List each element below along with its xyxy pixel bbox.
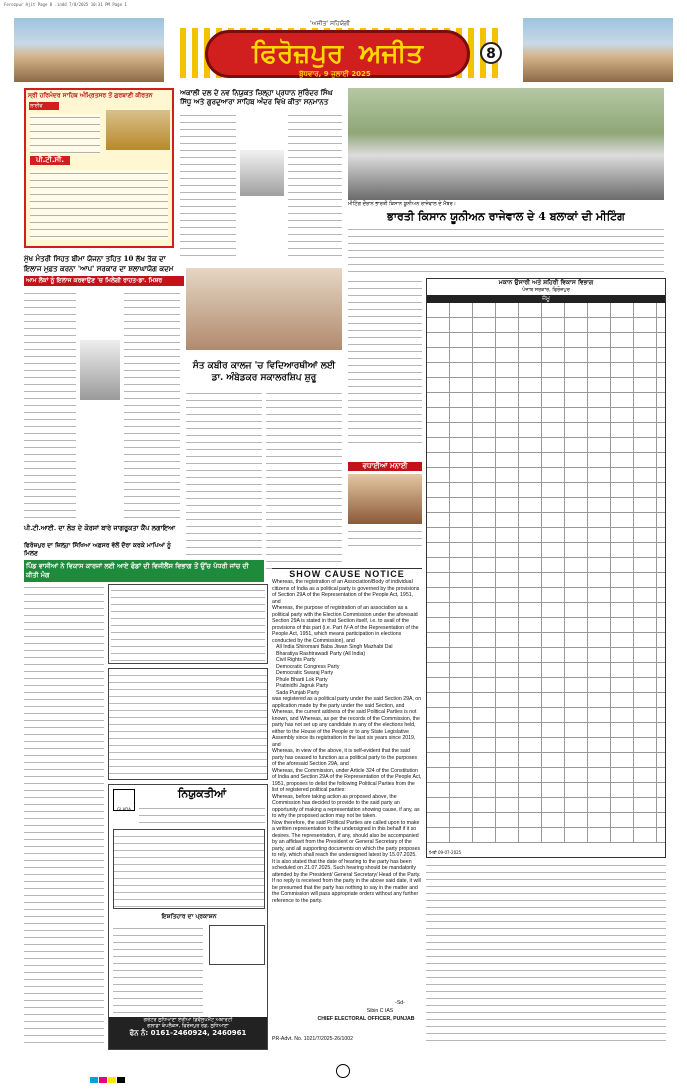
masthead-super: 'ਅਜੀਤ' ਸਹਿਯੋਗੀ [310,20,350,27]
party-item: All India Shiromani Baba Jiwan Singh Mazhabi Dal [276,644,393,650]
promo-ptc: ਪੀ.ਟੀ.ਸੀ. [30,156,70,165]
print-info: Ferozpur Ajit Page 8 .indd 7/8/2025 10:31 PM Page 1 [4,2,127,7]
pti-headline: ਪੀ.ਟੀ.ਆਈ. ਦਾ ਲੋੜ ਦੇ ਕੋਰਸਾਂ ਬਾਰੇ ਜਾਗਰੂਕਤਾ ਕੈਂਪ ਲਗਾਇਆ [24,524,176,532]
niyuktiyan-text [139,805,265,825]
party-item: Bharatiya Rashtrawadi Party (All India) [276,650,366,657]
govt-table-grid [427,303,665,843]
show-cause-para-5: Whereas, the Commission, under Article 324 of the Constitution of India and Section 29A of the Representation of the People Act, 1951, proposes to delist the following Political Parties from the list of registered political parties: [272,767,422,793]
show-cause-signoff: -Sd- [395,1000,405,1006]
party-item: Phule Bharti Lok Party [276,676,328,683]
niyuktiyan-footer [109,1017,267,1049]
scheme-portrait [80,340,120,400]
niyuktiyan-list [113,925,203,1013]
pti-headline-2: ਫਿਰੋਜ਼ਪੁਰ ਦਾ ਜ਼ਿਲ੍ਹਾ ਸਿੱਖਿਆ ਅਫ਼ਸਰ ਵੱਲੋਂ ਦੌਰਾ ਕਰਕੇ ਮਾਪਿਆਂ ਨੂੰ ਮਿਲਣ [24,542,171,557]
party-item: Democratic Swaraj Party [276,670,334,676]
page-number: 8 [480,42,502,64]
kisan-body-2 [348,278,422,448]
show-cause-para-2: Whereas, the purpose of registration of an association as a political party with the Election Commission under the aforesaid Section 29A is stated in that Section itself, i.e. to avail of the provisions of this part (i.e. Part IV-A of the Representation of the People Act, 1951, which means participation in elections conducted by the Commission), and [272,605,419,644]
niyuktiyan-stamp [209,925,265,965]
ad-vigyapan-text [111,587,265,661]
promo-text [30,114,100,154]
registration-mark [336,1064,350,1078]
college-body [186,390,262,570]
scheme-body [24,290,76,520]
issue-date: ਬੁੱਧਵਾਰ, 9 ਜੁਲਾਈ 2025 [299,70,371,78]
pr-advt-number: PR-Advt. No. 1021/7/2025-26/1002 [272,1036,354,1042]
office-photo [186,268,342,350]
niyuktiyan-title: ਨਿਯੁਕਤੀਆਂ [177,787,227,800]
show-cause-para-3: was registered as a political party under the said Section 29A, on application made by the party under the said Section, and Whereas, the current address of the said Political Parties is not known, and Whereas, as per the records of the Commission, the party has not set up any candidate in any of the elections held, either to the House of the People or to any State Legislative Assembly since its registration in the last six years since 2019, and [272,696,422,748]
glada-logo: GLADA [113,789,135,811]
kisan-caption: ਮੀਟਿੰਗ ਦੌਰਾਨ ਭਾਰਤੀ ਕਿਸਾਨ ਯੂਨੀਅਨ ਰਾਜੇਵਾਲ ਦੇ ਮੈਂਬਰ। [348,201,457,207]
kisan-headline: ਭਾਰਤੀ ਕਿਸਾਨ ਯੂਨੀਅਨ ਰਾਜੇਵਾਲ ਦੇ 4 ਬਲਾਕਾਂ ਦੀ ਮੀਟਿੰਗ [387,210,625,223]
promo-sub: ਲਾਈਵ [29,102,59,110]
niyuktiyan-grid [113,829,265,909]
birthday-text [348,528,422,552]
kisan-body [348,226,664,274]
govt-table-subtitle: ਪੰਜਾਬ ਸਰਕਾਰ, ਫਿਰੋਜ਼ਪੁਰ [522,287,570,293]
party-list [272,644,422,696]
party-item: Democratic Congress Party [276,663,340,670]
ad-table-small [108,668,268,780]
show-cause-para-6: Whereas, before taking action as proposed above, the Commission has decided to provide to the said party an opportunity of making a representation showing cause, if any, as to why the proposed action may not be taken. [272,793,420,819]
govt-table-footer: ਮਿਤੀ 09-07-2025 [429,850,462,855]
footer-addr: ਗਲਾਡਾ ਕੰਪਲੈਕਸ, ਫਿਰੋਜ਼ਪੁਰ ਰੋਡ, ਲੁਧਿਆਣਾ [147,1023,229,1029]
birthday-photo [348,474,422,524]
show-cause-para-1: Whereas, the registration of an Association/Body of individual citizens of India as a political party is governed by the provisions of Section 29A of the Representation of the People Act, 1951, and [272,579,420,605]
party-item: Civil Rights Party [276,657,316,663]
promo-title: ਸ੍ਰੀ ਹਰਿਮੰਦਰ ਸਾਹਿਬ ਅੰਮ੍ਰਿਤਸਰ ਤੋਂ ਗੁਰਬਾਣੀ ਕੀਰਤਨ [28,92,153,99]
promo-box [24,88,174,248]
akali-body [180,112,236,262]
green-body [24,584,104,1044]
kisan-photo [348,88,664,200]
party-item: Pratinidhi Jagruk Party [276,683,329,689]
govt-table-title: ਮਕਾਨ ਉਸਾਰੀ ਅਤੇ ਸ਼ਹਿਰੀ ਵਿਕਾਸ ਵਿਭਾਗ [498,279,594,286]
right-lower-body [426,862,666,1042]
show-cause-notice [272,568,422,1048]
masthead-left-photo [14,18,164,82]
birthday-title: ਵਧਾਈਆਂ ਮਨਾਈ [348,462,422,471]
masthead-title-right: ਅਜੀਤ [359,38,424,69]
scheme-subhead: ਆਮ ਲੋਕਾਂ ਨੂੰ ਇਲਾਜ ਕਰਵਾਉਣ 'ਚ ਮਿਲੇਗੀ ਰਾਹਤ-ਡਾ. ਮਿਸ਼ਰ [24,276,184,286]
party-item: Sada Punjab Party [276,689,320,696]
govt-table-header: ਜੰਮੂ [427,295,665,303]
show-cause-para-4: Whereas, in view of the above, it is self-evident that the said party has ceased to function as a political party to the purposes of the aforesaid Section 29A, and [272,748,418,767]
golden-temple-photo [106,110,170,150]
masthead-right-photo [523,18,673,82]
scheme-body-2 [124,290,180,520]
scheme-headline: ਮੁੱਖ ਮੰਤਰੀ ਸਿਹਤ ਬੀਮਾ ਯੋਜਨਾ ਤਹਿਤ 10 ਲੱਖ ਤੱਕ ਦਾ ਇਲਾਜ ਮੁਫ਼ਤ ਕਰਨਾ 'ਆਪ' ਸਰਕਾਰ ਦਾ ਸ਼ਲਾਘਾਯੋਗ ਕਦਮ [24,254,174,273]
color-bar [90,1068,210,1076]
footer-phone: ਫੋਨ ਨੰ: 0161-2460924, 2460961 [129,1029,247,1037]
ad-table-grid [109,669,267,779]
akali-headline: ਅਕਾਲੀ ਦਲ ਦੇ ਨਵ ਨਿਯੁਕਤ ਜ਼ਿਲ੍ਹਾ ਪ੍ਰਧਾਨ ਸੁਰਿੰਦਰ ਸਿੰਘ ਸਿੱਧੂ ਅਤੇ ਗੁਰਦੁਆਰਾ ਸਾਹਿਬ ਅੰਦਰ ਵਿਖੇ ਕੀਤਾ ਸਨਮਾਨਤ [180,88,333,106]
akali-body-2 [288,112,342,262]
govt-table [426,278,666,858]
green-headline: ਪਿੰਡ ਵਾਸੀਆਂ ਨੇ ਵਿਕਾਸ ਕਾਰਜਾਂ ਲਈ ਆਏ ਫੰਡਾਂ ਦੀ ਵਿਜੀਲੈਂਸ ਵਿਭਾਗ ਤੋਂ ਉੱਚ ਪੱਧਰੀ ਜਾਂਚ ਦੀ ਕੀਤੀ ਮੰਗ [24,560,264,582]
footer-org: ਗਰੇਟਰ ਲੁਧਿਆਣਾ ਏਰੀਆ ਡਿਵੈਲਪਮੈਂਟ ਅਥਾਰਟੀ [143,1017,233,1023]
show-cause-title: SHOW CAUSE NOTICE [289,569,405,579]
college-body-2 [266,390,342,570]
show-cause-para-8: It is also stated that the date of hearing to the party has been scheduled on 21.07.2025. Such hearing should be mandatorily attended by the President/ General Secretary/ Head of the Party. If no reply is received from the party in the above said date, it will be presumed that the party has nothing to say in the matter and the Commission will pass appropriate orders without any further reference to the party. [272,858,421,904]
show-cause-signer-title: CHIEF ELECTORAL OFFICER, PUNJAB [317,1016,415,1022]
college-headline: ਸੰਤ ਕਬੀਰ ਕਾਲਜ 'ਚ ਵਿਦਿਆਰਥੀਆਂ ਲਈ ਡਾ. ਅੰਬੇਡਕਰ ਸਕਾਲਰਸ਼ਿਪ ਸ਼ੁਰੂ [192,361,336,383]
promo-text-2 [30,170,168,240]
show-cause-signer: Sibin C IAS [366,1008,394,1014]
niyuktiyan-ad [108,784,268,1050]
ad-vigyapan [108,584,268,664]
tender-title: ਇਸ਼ਤਿਹਾਰ ਦਾ ਪ੍ਰਕਾਸ਼ਨ [161,913,217,920]
show-cause-para-7: Now therefore, the said Political Parties are called upon to make a written representation to the undersigned in this behalf if it so desires. The representation, if any, should also be accompanied by an affidavit from the President or General Secretary of the party, and all supporting documents on which the party proposes to rely, which shall reach the undersigned latest by 15.07.2025. [272,819,421,858]
akali-portrait [240,150,284,196]
masthead-title-left: ਫਿਰੋਜ਼ਪੁਰ [251,38,344,69]
